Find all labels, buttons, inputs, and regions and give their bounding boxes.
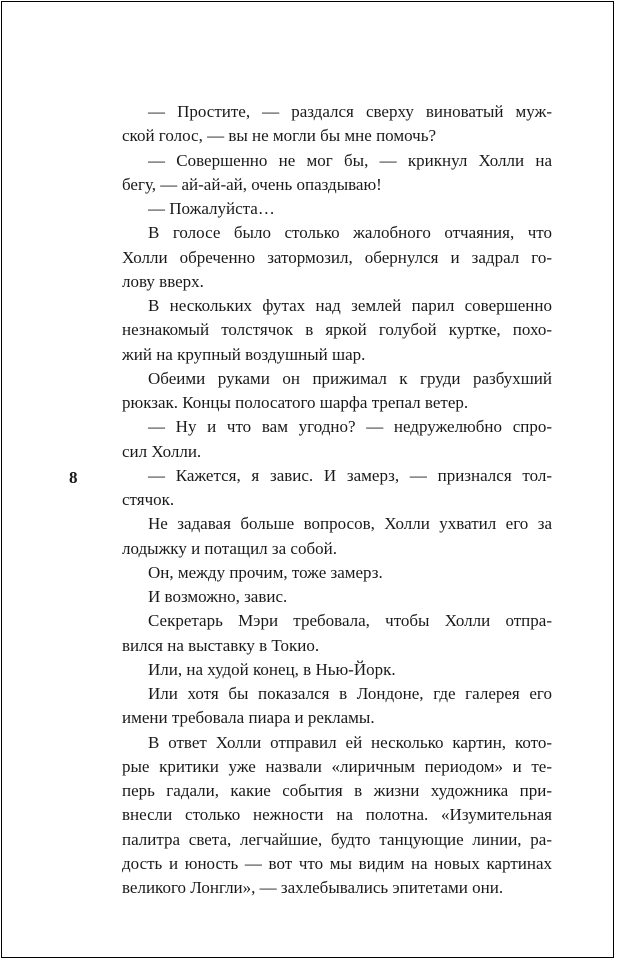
text-line: Или хотя бы показался в Лондоне, где галерея его	[148, 684, 552, 703]
text-line: палитра света, легчайшие, будто танцующие линии, ра-	[122, 829, 552, 849]
text-line: внесли столько нежности на полотна. «Изумительная	[122, 805, 552, 825]
text-line: вился на выставку в Токио.	[122, 635, 320, 655]
body-text	[122, 100, 552, 900]
text-line: Холли обреченно затормозил, обернулся и задрал го-	[122, 247, 552, 267]
text-line: Не задавая больше вопросов, Холли ухватил его за	[148, 514, 552, 534]
text-line: великого Лонгли», — захлебывались эпитетами они.	[122, 878, 504, 897]
text-line: — Кажется, я завис. И замерз, — признался тол-	[148, 465, 552, 485]
text-line: ской голос, — вы не могли бы мне помочь?	[122, 126, 437, 146]
text-line: рые критики уже назвали «лиричным периодом» и те-	[122, 756, 552, 776]
text-line: стячок.	[122, 490, 175, 509]
text-line: бегу, — ай-ай-ай, очень опаздываю!	[122, 174, 382, 194]
text-line: Секретарь Мэри требовала, чтобы Холли отпра-	[148, 611, 552, 631]
text-line: Обеими руками он прижимал к груди разбухший	[148, 368, 552, 388]
text-line: перь гадали, какие события в жизни художника при-	[122, 781, 552, 800]
text-line: — Ну и что вам угодно? — недружелюбно спро-	[148, 417, 552, 437]
text-line: Он, между прочим, тоже замерз.	[148, 562, 383, 582]
text-line: жий на крупный воздушный шар.	[122, 344, 366, 364]
text-line: сил Холли.	[122, 441, 202, 461]
text-line: В ответ Холли отправил ей несколько картин, кото-	[148, 732, 552, 752]
text-line: — Совершенно не мог бы, — крикнул Холли на	[148, 150, 552, 170]
text-line: дость и юность — вот что мы видим на новых картинах	[122, 853, 552, 873]
text-line: — Простите, — раздался сверху виноватый муж-	[148, 102, 552, 121]
text-line: рюкзак. Концы полосатого шарфа трепал ветер.	[122, 393, 469, 412]
text-line: лодыжку и потащил за собой.	[122, 538, 337, 558]
text-line: И возможно, завис.	[148, 587, 288, 606]
text-line: — Пожалуйста…	[148, 199, 275, 218]
text-line: лову вверх.	[122, 271, 204, 291]
text-line: имени требовала пиара и рекламы.	[122, 708, 375, 728]
text-line: В голосе было столько жалобного отчаяния, что	[148, 223, 552, 243]
text-line: Или, на худой конец, в Нью-Йорк.	[148, 659, 396, 679]
text-line: В нескольких футах над землей парил совершенно	[148, 296, 552, 315]
page-frame	[1, 1, 614, 958]
page-number: 8	[69, 468, 78, 487]
text-line: незнакомый толстячок в яркой голубой куртке, похо-	[122, 320, 552, 340]
